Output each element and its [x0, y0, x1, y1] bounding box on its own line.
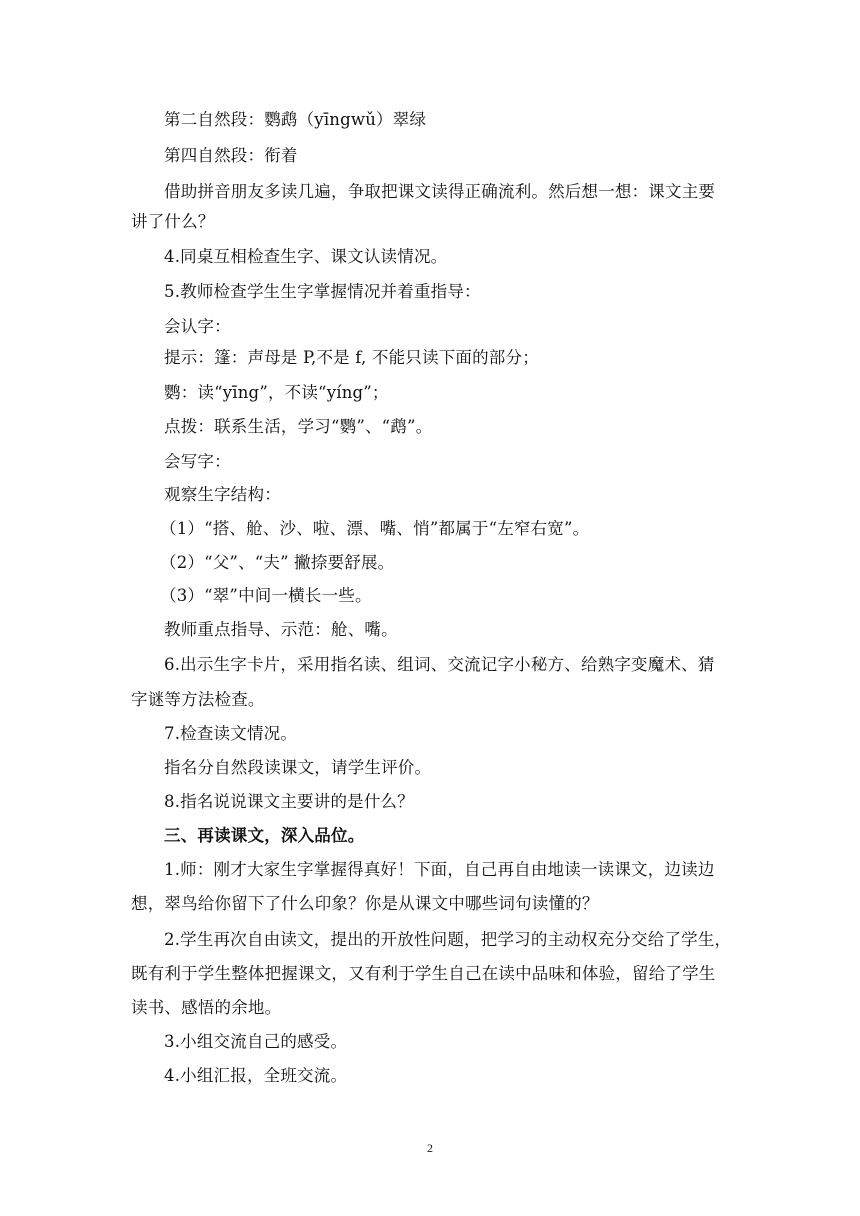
text-line: 观察生字结构：: [164, 485, 281, 504]
text-line: 教师重点指导、示范：舱、嘴。: [164, 620, 398, 639]
text-line: 8.指名说说课文主要讲的是什么？: [164, 792, 414, 811]
text-line: 第四自然段：衔着: [164, 146, 298, 165]
text-line: 7.检查读文情况。: [164, 724, 298, 743]
text-line: 会认字：: [164, 317, 231, 336]
text-line: 既有利于学生整体把握课文，又有利于学生自己在读中品味和体验，留给了学生: [131, 964, 716, 983]
text-line: 2.学生再次自由读文，提出的开放性问题，把学习的主动权充分交给了学生，: [164, 930, 732, 949]
text-line: 1.师：刚才大家生字掌握得真好！下面，自己再自由地读一读课文，边读边: [164, 860, 715, 879]
text-line: 6.出示生字卡片，采用指名读、组词、交流记字小秘方、给熟字变魔术、猜: [164, 655, 715, 674]
text-line: 3.小组交流自己的感受。: [164, 1032, 348, 1051]
text-line: 讲了什么？: [131, 212, 215, 231]
text-line: 5.教师检查学生生字掌握情况并着重指导：: [164, 282, 481, 301]
text-line: 想，翠鸟给你留下了什么印象？你是从课文中哪些词句读懂的？: [131, 894, 599, 913]
text-line: 点拨：联系生活，学习“鹦”、“鹉”。: [164, 417, 433, 436]
text-line: 4.同桌互相检查生字、课文认读情况。: [164, 247, 448, 266]
text-line: 鹦：读“yīng”，不读“yíng”；: [164, 383, 389, 402]
text-line: 会写字：: [164, 452, 231, 471]
section-heading: 三、再读课文，深入品位。: [164, 826, 365, 845]
text-line: （3）“翠”中间一横长一些。: [160, 586, 372, 605]
text-line: 字谜等方法检查。: [131, 690, 265, 709]
text-line: （2）“父”、“夫” 撇捺要舒展。: [160, 553, 395, 572]
text-line: 指名分自然段读课文，请学生评价。: [164, 758, 432, 777]
page-number: 2: [427, 1141, 433, 1155]
text-line: 提示：篷：声母是 P,不是 f, 不能只读下面的部分；: [164, 348, 539, 367]
text-line: 借助拼音朋友多读几遍，争取把课文读得正确流利。然后想一想：课文主要: [164, 182, 716, 201]
text-line: 4.小组汇报，全班交流。: [164, 1066, 348, 1085]
text-line: 第二自然段：鹦鹉（yīngwǔ）翠绿: [164, 110, 427, 129]
text-line: 读书、感悟的余地。: [131, 998, 282, 1017]
text-line: （1）“搭、舱、沙、啦、漂、嘴、悄”都属于“左窄右宽”。: [160, 519, 590, 538]
